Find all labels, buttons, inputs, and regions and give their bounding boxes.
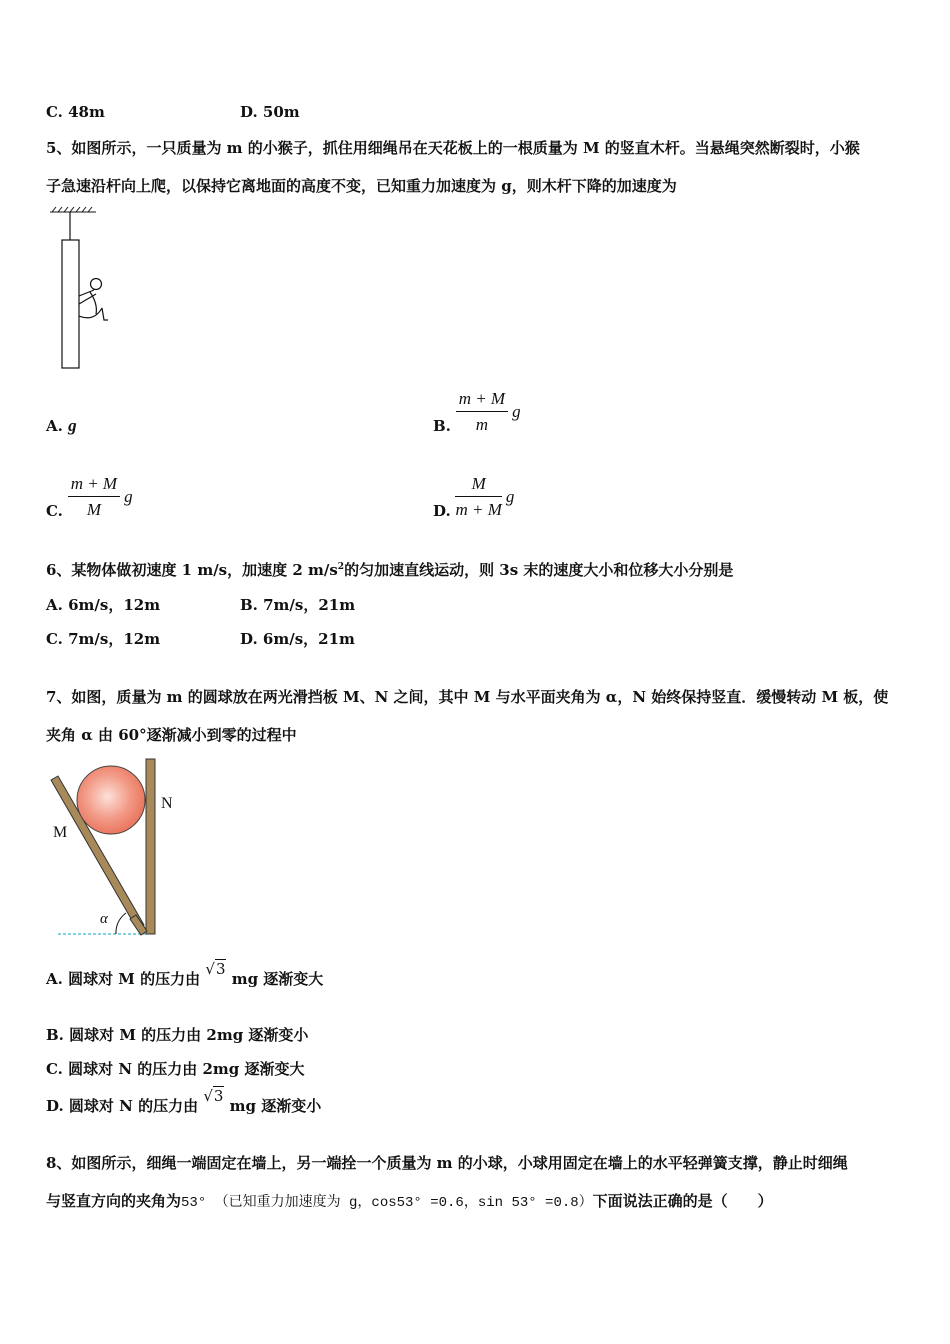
ceiling-hatch <box>50 207 96 212</box>
fraction-denominator: m <box>475 415 489 434</box>
q5-option-d-fraction <box>455 474 501 520</box>
q5-line1: 5、如图所示，一只质量为 m 的小猴子，抓住用细绳吊在天花板上的一根质量为 M 的竖直木杆。当悬绳突然断裂时，小猴 <box>46 139 860 157</box>
fraction-numerator: m + M <box>68 474 120 497</box>
q5-option-b-label: B. <box>433 417 451 435</box>
q5-option-c-label: C. <box>46 502 63 520</box>
q7-line1: 7、如图，质量为 m 的圆球放在两光滑挡板 M、N 之间，其中 M 与水平面夹角为 α，N 始终保持竖直．缓慢转动 M 板，使 <box>46 688 889 706</box>
q5-option-a-label: A. <box>46 417 63 435</box>
radicand: 3 <box>213 1087 224 1105</box>
q5-option-c-fraction <box>68 474 120 520</box>
gravity-symbol: g <box>512 402 521 421</box>
q8-line2 <box>46 1190 773 1211</box>
q6-stem-a: 6、某物体做初速度 1 m/s，加速度 2 m/s <box>46 561 338 579</box>
q7-line2: 夹角 α 由 60°逐渐减小到零的过程中 <box>46 726 297 744</box>
label-n: N <box>161 795 173 812</box>
wooden-pole <box>62 240 79 368</box>
q7-option-a <box>46 960 324 989</box>
q7-option-b: B. 圆球对 M 的压力由 2mg 逐渐变小 <box>46 1026 309 1044</box>
q5-line2: 子急速沿杆向上爬，以保持它离地面的高度不变，已知重力加速度为 g，则木杆下降的加速度为 <box>46 177 677 195</box>
q8-line2-b: 53° （已知重力加速度为 g，cos53° =0.6，sin 53° =0.8） <box>181 1195 593 1211</box>
q6-stem-b: 的匀加速直线运动，则 3s 末的速度大小和位移大小分别是 <box>344 561 734 579</box>
q8-line1: 8、如图所示，细绳一端固定在墙上，另一端拴一个质量为 m 的小球，小球用固定在墙上的水平轻弹簧支撑，静止时细绳 <box>46 1154 848 1172</box>
alpha-arc <box>116 913 126 934</box>
monkey <box>79 279 108 321</box>
q5-option-a <box>46 416 77 436</box>
label-alpha: α <box>100 911 108 927</box>
board-n <box>146 759 155 934</box>
q8-line2-a: 与竖直方向的夹角为 <box>46 1192 182 1210</box>
sqrt-symbol: √3 <box>205 960 226 978</box>
q7-option-d <box>46 1087 322 1116</box>
q5-option-d <box>433 474 514 520</box>
option-c-48m: C. 48m <box>46 103 105 121</box>
sqrt-symbol: √3 <box>203 1087 224 1105</box>
q5-option-d-label: D. <box>433 502 451 520</box>
q6-option-d: D. 6m/s，21m <box>240 630 355 648</box>
q6-stem <box>46 559 733 580</box>
q5-option-a-value: g <box>68 416 77 435</box>
fraction-numerator: m + M <box>456 389 508 412</box>
option-d-50m: D. 50m <box>240 103 300 121</box>
q5-option-b-fraction <box>456 389 508 435</box>
ball <box>77 766 145 834</box>
q5-monkey-pole-figure <box>44 204 114 374</box>
q5-option-c <box>46 474 133 520</box>
q5-option-b <box>433 389 521 435</box>
gravity-symbol: g <box>505 487 515 506</box>
q6-option-a: A. 6m/s，12m <box>46 596 161 614</box>
fraction-denominator: M <box>86 500 101 519</box>
q7-ball-boards-figure <box>44 755 194 945</box>
q7-option-a-pre: A. 圆球对 M 的压力由 <box>46 970 201 988</box>
radicand: 3 <box>215 960 226 978</box>
fraction-numerator: M <box>455 474 501 497</box>
q7-option-c: C. 圆球对 N 的压力由 2mg 逐渐变大 <box>46 1060 305 1078</box>
q7-option-d-pre: D. 圆球对 N 的压力由 <box>46 1097 199 1115</box>
q6-option-c: C. 7m/s，12m <box>46 630 161 648</box>
q8-line2-c: 下面说法正确的是（ ） <box>592 1192 773 1210</box>
q7-option-d-post: mg 逐渐变小 <box>229 1097 322 1115</box>
q7-option-a-post: mg 逐渐变大 <box>231 970 324 988</box>
q6-option-b: B. 7m/s，21m <box>240 596 356 614</box>
fraction-denominator: m + M <box>455 500 502 519</box>
q6-superscript: 2 <box>337 562 345 572</box>
gravity-symbol: g <box>124 487 133 506</box>
label-m: M <box>53 824 68 841</box>
